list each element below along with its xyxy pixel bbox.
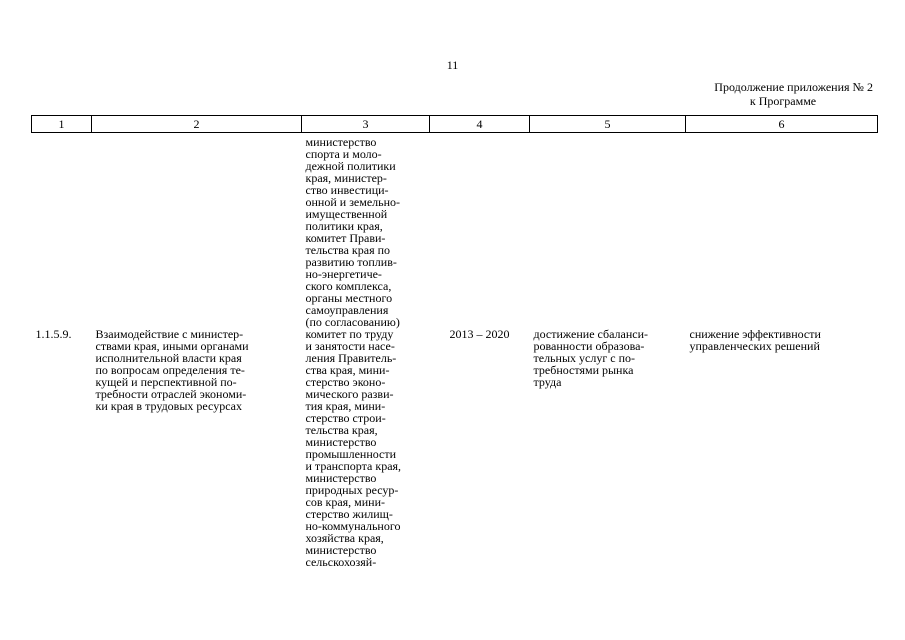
row-number: 1.1.5.9. — [35, 327, 72, 341]
column-header-3: 3 — [302, 116, 430, 133]
consequence-text: снижение эффективности управленческих решений — [689, 327, 821, 353]
measures-table — [31, 115, 878, 568]
executors-text: министерство спорта и моло- дежной политики края, министер- ство инвестици- онной и земельно- имущественной политики края, комитет Прави- тельства края по развитию топлив- но-энергетиче- ского комплекса, органы местного самоуправления (по согласованию) — [305, 135, 401, 329]
column-header-5: 5 — [530, 116, 686, 133]
executors-text: комитет по труду и занятости насе- ления Правитель- ства края, мини- стерство эконо- мического разви- тия края, мини- стерство строи- тельства края, министерство промышленности и транспорта края, министерство природных ресур- сов края, мини- стерство жилищ- но-коммунального хозяйства края, министерство сельскохозяй- — [305, 327, 402, 569]
cell-name — [92, 133, 302, 329]
column-header-2: 2 — [92, 116, 302, 133]
column-header-4: 4 — [430, 116, 530, 133]
appendix-note-line-2: к Программе — [749, 94, 817, 108]
term-text: 2013 – 2020 — [449, 327, 510, 341]
cell-name — [92, 328, 302, 568]
table-row — [32, 328, 878, 568]
cell-result — [530, 133, 686, 329]
cell-term — [430, 133, 530, 329]
cell-executors — [302, 328, 430, 568]
column-header-6: 6 — [686, 116, 878, 133]
result-text: достижение сбаланси- рованности образова- тельных услуг с по- требностями рынка труда — [533, 327, 649, 389]
cell-term — [430, 328, 530, 568]
cell-number — [32, 133, 92, 329]
cell-consequence — [686, 328, 878, 568]
cell-consequence — [686, 133, 878, 329]
page-number: 11 — [446, 58, 459, 72]
column-header-1: 1 — [32, 116, 92, 133]
cell-executors — [302, 133, 430, 329]
appendix-note-line-1: Продолжение приложения № 2 — [714, 80, 873, 94]
cell-result — [530, 328, 686, 568]
cell-number — [32, 328, 92, 568]
table-header-row — [32, 116, 878, 133]
table-row-continuation — [32, 133, 878, 329]
measure-name: Взаимодействие с министер- ствами края, иными органами исполнительной власти края по вопросам определения те- кущей и перспективной по- требности отраслей экономи- ки края в трудовых ресурсах — [95, 327, 249, 413]
appendix-note — [673, 80, 873, 108]
